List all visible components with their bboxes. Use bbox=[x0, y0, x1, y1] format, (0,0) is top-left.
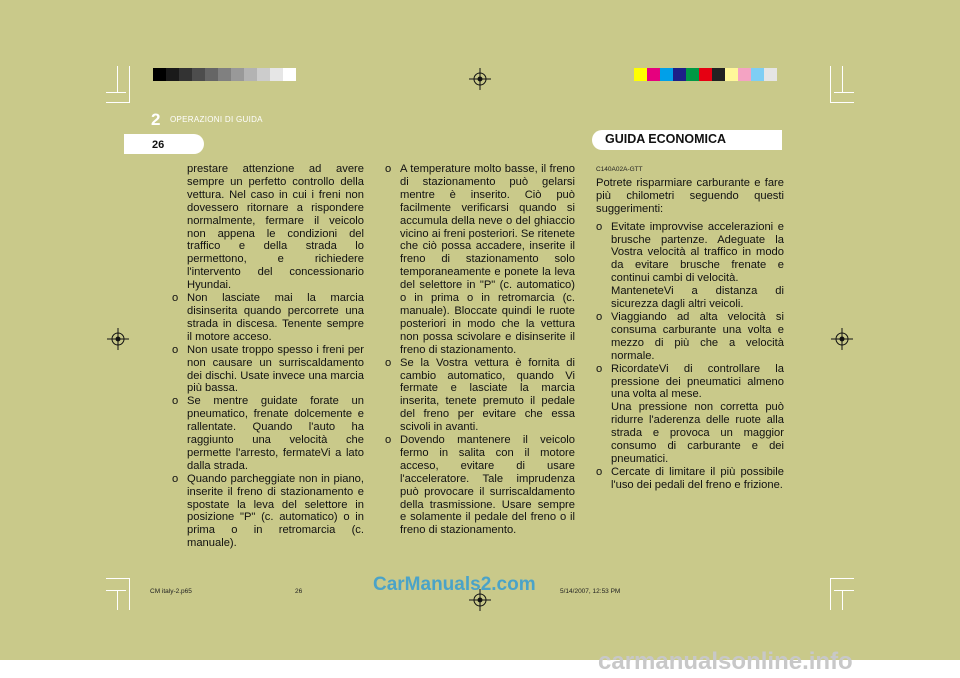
chapter-number: 2 bbox=[151, 110, 161, 129]
bullet-extra-text: ManteneteVi a distanza di sicurezza dagli altri veicoli. bbox=[611, 285, 784, 311]
section-code: C140A02A-GTT bbox=[596, 166, 643, 173]
bullet-text: Non usate troppo spesso i freni per non causare un surriscaldamento dei dischi. Usate invece una marcia più bassa. bbox=[187, 343, 364, 395]
registration-mark-icon bbox=[107, 328, 129, 350]
bullet-text: Non lasciate mai la marcia disinserita quando percorrete una strada in discesa. Tenente sempre il motore acceso. bbox=[187, 292, 364, 343]
bullet-text: Se mentre guidate forate un pneumatico, frenate dolcemente e rallentate. Quando l'auto ha raggiunto una velocità che permette l'arresto, fermateVi a lato dalla strada. bbox=[187, 395, 364, 472]
bullet-text: RicordateVi di controllare la pressione dei pneumatici almeno una volta al mese. bbox=[611, 362, 784, 401]
color-swatch bbox=[205, 68, 218, 81]
bullet-list bbox=[172, 292, 364, 550]
grayscale-calibration-bar bbox=[153, 68, 296, 81]
color-swatch bbox=[660, 68, 673, 81]
bullet-item bbox=[172, 292, 364, 344]
page-number: 26 bbox=[152, 139, 165, 151]
color-swatch bbox=[712, 68, 725, 81]
bullet-item bbox=[172, 473, 364, 550]
registration-mark-icon bbox=[831, 328, 853, 350]
bullet-marker: o bbox=[596, 362, 603, 375]
text-column-1 bbox=[172, 163, 364, 550]
bullet-list bbox=[385, 163, 575, 537]
paragraph-continuation: prestare attenzione ad avere sempre un perfetto controllo della vettura. Nel caso in cui i freni non dovessero ritornare a rispondere normalmente, fermare il veicolo non appena le condizioni del traffico e della strada lo permettono, e richiedere l'intervento del concessionario Hyundai. bbox=[187, 163, 364, 292]
bullet-extra-text: Una pressione non corretta può ridurre l'aderenza delle ruote alla strada e provoca un maggior consumo di carburante e dei pneumatici. bbox=[611, 401, 784, 465]
color-swatch bbox=[257, 68, 270, 81]
text-column-3 bbox=[596, 164, 784, 492]
bullet-text: Viaggiando ad alta velocità si consuma carburante una volta e mezzo di più che a velocità normale. bbox=[611, 310, 784, 362]
bullet-marker: o bbox=[172, 292, 179, 305]
color-swatch bbox=[218, 68, 231, 81]
bullet-item bbox=[596, 363, 784, 466]
color-swatch bbox=[634, 68, 647, 81]
registration-mark-icon bbox=[469, 68, 491, 90]
color-swatch bbox=[179, 68, 192, 81]
watermark-top[interactable]: CarManuals2.com bbox=[373, 574, 536, 595]
bullet-marker: o bbox=[172, 395, 179, 408]
bullet-marker: o bbox=[596, 465, 603, 478]
bullet-text: Dovendo mantenere il veicolo fermo in salita con il motore acceso, evitare di usare l'acceleratore. Tale imprudenza può provocare il surriscaldamento della trasmissione. Usare sempre e solamente il pedale del freno o il freno di stazionamento. bbox=[400, 434, 575, 537]
color-calibration-bar bbox=[634, 68, 777, 81]
color-swatch bbox=[725, 68, 738, 81]
bullet-item bbox=[385, 357, 575, 434]
bullet-item bbox=[596, 311, 784, 363]
color-swatch bbox=[166, 68, 179, 81]
intro-paragraph: Potrete risparmiare carburante e fare più chilometri seguendo questi suggerimenti: bbox=[596, 176, 784, 215]
color-swatch bbox=[647, 68, 660, 81]
color-swatch bbox=[764, 68, 777, 81]
color-swatch bbox=[686, 68, 699, 81]
footer-page: 26 bbox=[295, 588, 303, 595]
bullet-marker: o bbox=[385, 356, 392, 369]
color-swatch bbox=[673, 68, 686, 81]
color-swatch bbox=[699, 68, 712, 81]
color-swatch bbox=[231, 68, 244, 81]
bullet-text: A temperature molto basse, il freno di stazionamento può gelarsi mentre è inserito. Ciò può facilmente verificarsi quando si accumula della neve o del ghiaccio vicino ai freni posteriori. Se ritenete che ciò possa accadere, inserite il freno di stazionamento solo temporaneamente e ponete la leva del selettore in "P" (c. automatico) o in prima o in retromarcia (c. manuale). Bloccate quindi le ruote posteriori in modo che la vettura non possa scivolare e disinserite il freno di stazionamento. bbox=[400, 163, 575, 356]
color-swatch bbox=[751, 68, 764, 81]
color-swatch bbox=[283, 68, 296, 81]
bullet-marker: o bbox=[172, 472, 179, 485]
bullet-item bbox=[172, 395, 364, 472]
bullet-text: Cercate di limitare il più possibile l'uso dei pedali del freno e frizione. bbox=[611, 465, 784, 491]
bullet-marker: o bbox=[596, 310, 603, 323]
bullet-marker: o bbox=[385, 434, 392, 447]
bullet-item bbox=[172, 344, 364, 396]
text-column-2 bbox=[385, 163, 575, 537]
watermark-bottom[interactable]: carmanualsonline.info bbox=[598, 648, 853, 675]
footer-file: CM italy-2.p65 bbox=[150, 588, 192, 595]
bullet-marker: o bbox=[596, 220, 603, 233]
color-swatch bbox=[270, 68, 283, 81]
bullet-item bbox=[596, 466, 784, 492]
bullet-text: Se la Vostra vettura è fornita di cambio automatico, quando Vi fermate e lasciate la marcia inserita, tenete premuto il pedale del freno per evitare che essa scivoli in avanti. bbox=[400, 356, 575, 434]
bullet-marker: o bbox=[172, 343, 179, 356]
bullet-text: Evitate improvvise accelerazioni e brusche partenze. Adeguate la Vostra velocità al traffico in modo da evitare brusche frenate e continui cambi di velocità. bbox=[611, 220, 784, 285]
bullet-text: Quando parcheggiate non in piano, inserite il freno di stazionamento e spostate la leva del selettore in posizione "P" (c. automatico) o in prima o in retromarcia (c. manuale). bbox=[187, 472, 364, 550]
chapter-title: OPERAZIONI DI GUIDA bbox=[170, 115, 263, 124]
section-title: GUIDA ECONOMICA bbox=[605, 132, 727, 146]
bullet-item bbox=[385, 163, 575, 357]
bullet-list bbox=[596, 221, 784, 492]
footer-date: 5/14/2007, 12:53 PM bbox=[560, 588, 621, 595]
bullet-item bbox=[385, 434, 575, 537]
color-swatch bbox=[192, 68, 205, 81]
color-swatch bbox=[153, 68, 166, 81]
color-swatch bbox=[244, 68, 257, 81]
color-swatch bbox=[738, 68, 751, 81]
bullet-marker: o bbox=[385, 163, 392, 175]
bullet-item bbox=[596, 221, 784, 311]
